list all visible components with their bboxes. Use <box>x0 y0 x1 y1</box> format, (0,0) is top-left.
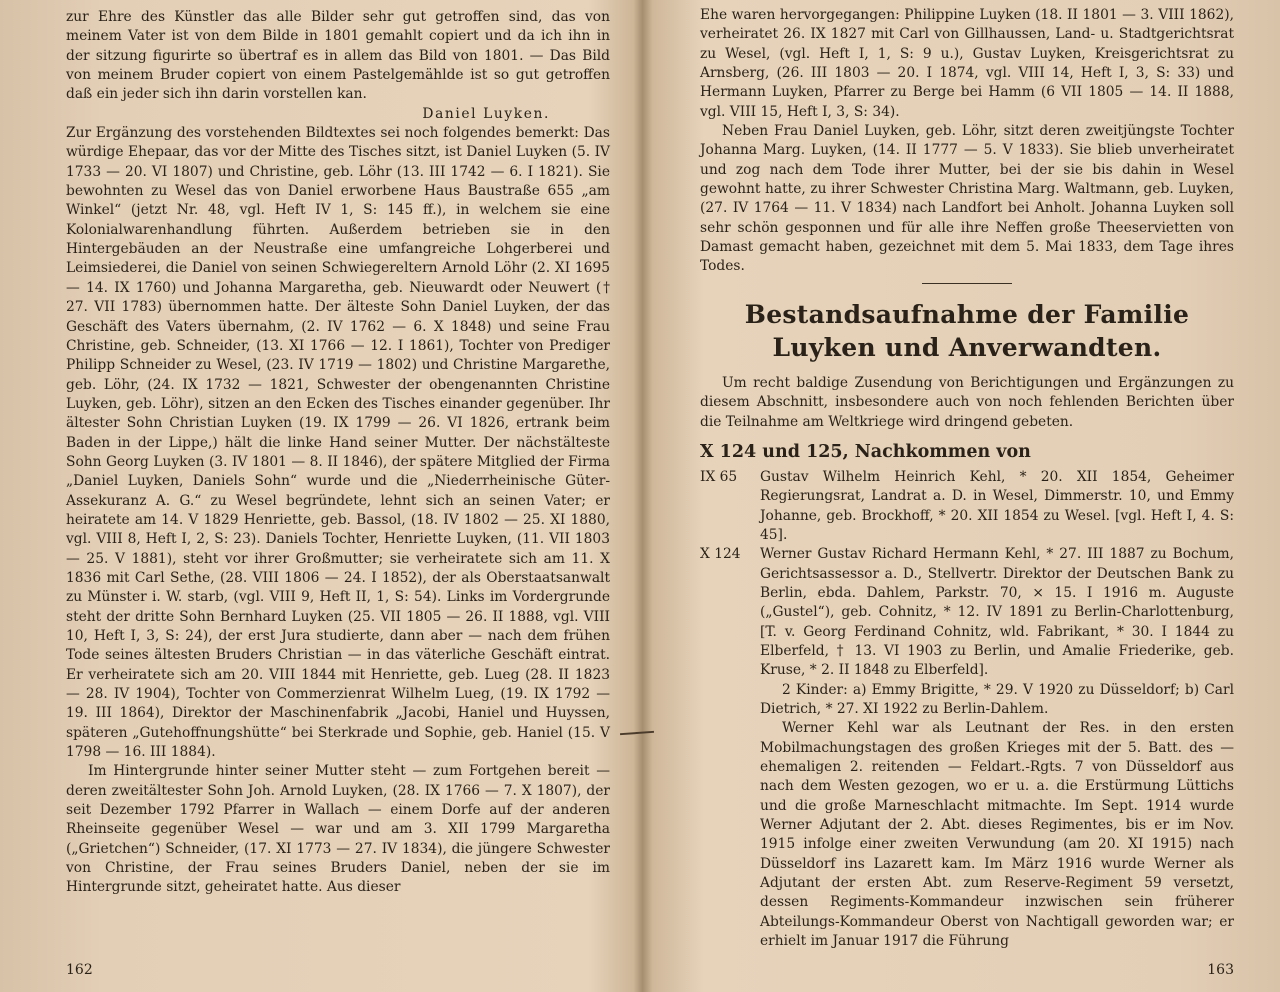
entry-text: Werner Gustav Richard Hermann Kehl, * 27. III 1887 zu Bochum, Gerichtsassessor a. D., Stellvertr. Direktor der Deutschen Bank zu Berlin, ebda. Dahlem, Parkstr. 70, ⨯ 15. I 1916 m. Auguste („Gustel“), geb. Cohnitz, * 12. IV 1891 zu Berlin-Charlottenburg, [T. v. Georg Ferdinand Cohnitz, wld. Fabrikant, * 30. I 1844 zu Elberfeld, † 13. VI 1903 zu Berlin, und Amalie Friederike, geb. Kruse, * 2. II 1848 zu Elberfeld]. <box>760 546 1234 679</box>
sub-heading: X 124 und 125, Nachkommen von <box>700 441 1031 462</box>
paragraph: Ehe waren hervorgegangen: Philippine Luyken (18. II 1801 — 3. VIII 1862), verheiratet 26. IX 1827 mit Carl von Gillhaussen, Land- u. Stadtgerichtsrat zu Wesel, (vgl. Heft I, 1, S: 9 u.), Gustav Luyken, Kreisgerichtsrat zu Arnsberg, (26. III 1803 — 20. I 1874, vgl. VIII 14, Heft I, 3, S: 33) und Hermann Luyken, Pfarrer zu Berge bei Hamm (6 VII 1805 — 14. II 1888, vgl. VIII 15, Heft I, 3, S: 34). <box>700 7 1234 120</box>
closing-paragraph: Werner Kehl war als Leutnant der Res. in den ersten Mobilmachungstagen des großen Krieges mit der 5. Batt. des — ehemaligen 2. reitenden — Feldart.-Rgts. 7 von Düsseldorf aus nach dem Westen gezogen, wo er u. a. die Erstürmung Lüttichs und die große Marneschlacht mitmachte. Im Sept. 1914 wurde Werner Adjutant der 2. Abt. dieses Regimentes, bis er im Nov. 1915 infolge einer zweiten Verwundung (am 20. XI 1915) nach Düsseldorf ins Lazarett kam. Im März 1916 wurde Werner als Adjutant der ersten Abt. zum Reserve-Regiment 59 versetzt, dessen Regiments-Kommandeur inzwischen sein früherer Abteilungs-Kommandeur Oberst von Nachtigall geworden war; er erhielt im Januar 1917 die Führung <box>760 720 1234 950</box>
right-page <box>640 0 1280 992</box>
section-intro: Um recht baldige Zusendung von Berichtigungen und Ergänzungen zu diesem Abschnitt, insbesondere auch von noch fehlenden Berichten über die Teilnahme am Weltkriege wird dringend gebeten. <box>700 374 1234 430</box>
left-page-text <box>66 8 610 898</box>
paragraph: Im Hintergrunde hinter seiner Mutter steht — zum Fortgehen bereit — deren zweitältester Sohn Joh. Arnold Luyken, (28. IX 1766 — 7. X 1807), der seit Dezember 1792 Pfarrer in Wallach — einem Dorfe auf der anderen Rheinseite gegenüber Wesel — war und am 3. XII 1799 Margaretha („Grietchen“) Schneider, (17. XI 1773 — 27. IV 1834), die jüngere Schwester von Christine, der Frau seines Bruders Daniel, neben der sie im Hintergrunde sitzt, geheiratet hatte. Aus dieser <box>66 763 610 896</box>
entry-text: Gustav Wilhelm Heinrich Kehl, * 20. XII 1854, Geheimer Regierungsrat, Landrat a. D. in Wesel, Dimmerstr. 10, und Emmy Johanne, geb. Brockhoff, * 20. XII 1854 zu Wesel. [vgl. Heft I, 4. S: 45]. <box>760 468 1234 543</box>
page-number-right: 163 <box>1207 962 1234 978</box>
entry-code: X 124 <box>700 546 741 563</box>
signature-line: Daniel Luyken. <box>422 105 550 122</box>
right-page-text <box>700 6 1234 277</box>
section-title: Bestandsaufnahme der Familie Luyken und Anverwandten. <box>744 299 1190 362</box>
children-line: 2 Kinder: a) Emmy Brigitte, * 29. V 1920 zu Düsseldorf; b) Carl Dietrich, * 27. XI 1922 zu Berlin-Dahlem. <box>760 681 1234 717</box>
page-number-left: 162 <box>66 962 93 978</box>
entry-code: IX 65 <box>700 468 738 485</box>
entries <box>700 468 1234 952</box>
paragraph: Zur Ergänzung des vorstehenden Bildtextes sei noch folgendes bemerkt: Das würdige Ehepaar, das vor der Mitte des Tisches sitzt, ist Daniel Luyken (5. IV 1733 — 20. VI 1807) und Christine, geb. Löhr (13. III 1742 — 6. I 1821). Sie bewohnten zu Wesel das von Daniel erworbene Haus Baustraße 655 „am Winkel“ (jetzt Nr. 48, vgl. Heft IV 1, S: 145 ff.), in welchem sie eine Kolonialwarenhandlung führten. Außerdem betrieben sie in den Hintergebäuden an der Neustraße eine umfangreiche Lohgerberei und Leimsiederei, die Daniel von seinen Schwiegereltern Arnold Löhr (2. XI 1695 — 14. IX 1760) und Johanna Margaretha, geb. Nieuwardt oder Neuwert († 27. VII 1783) übernommen hatte. Der älteste Sohn Daniel Luyken, der das Geschäft des Vaters übernahm, (2. IV 1762 — 6. X 1848) und seine Frau Christine, geb. Schneider, (13. XI 1766 — 12. I 1861), Tochter von Prediger Philipp Schneider zu Wesel, (23. IV 1719 — 1802) und Christine Margarethe, geb. Löhr, (24. IX 1732 — 1821, Schwester der obengenannten Christine Luyken, geb. Löhr), sitzen an den Ecken des Tisches einander gegenüber. Ihr ältester Sohn Christian Luyken (19. IX 1799 — 26. VI 1826, ertrank beim Baden in der Lippe,) hält die linke Hand seiner Mutter. Der nächstälteste Sohn Georg Luyken (3. IV 1801 — 8. II 1846), der spätere Mitglied der Firma „Daniel Luyken, Daniels Sohn“ wurde und die „Niederrheinische Güter-Assekuranz A. G.“ zu Wesel begründete, lehnt sich an seinen Vater; er heiratete am 14. V 1829 Henriette, geb. Bassol, (18. IV 1802 — 25. XI 1880, vgl. VIII 8, Heft I, 2, S: 23). Daniels Tochter, Henriette Luyken, (11. VII 1803 — 25. V 1881), steht vor ihrer Großmutter; sie verheiratete sich am 11. X 1836 mit Carl Sethe, (28. VIII 1806 — 24. I 1852), der als Oberstaatsanwalt zu Münster i. W. starb, (vgl. VIII 9, Heft II, 1, S: 54). Links im Vordergrunde steht der dritte Sohn Bernhard Luyken (25. VII 1805 — 26. II 1888, vgl. VIII 10, Heft I, 3, S: 24), der erst Jura studierte, dann aber — nach dem frühen Tode seines ältesten Bruders Christian — in das väterliche Geschäft eintrat. Er verheiratete sich am 20. VIII 1844 mit Henriette, geb. Lueg (28. II 1823 — 28. IV 1904), Tochter von Commerzienrat Wilhelm Lueg, (19. IX 1792 — 19. III 1864), Direktor der Maschinenfabrik „Jacobi, Haniel und Huyssen, späteren „Gutehoffnungshütte“ bei Sterkrade und Sophie, geb. Haniel (15. V 1798 — 16. III 1884). <box>66 125 610 761</box>
genealogy-entry <box>700 545 1234 680</box>
genealogy-entry <box>700 468 1234 545</box>
paragraph: zur Ehre des Künstler das alle Bilder sehr gut getroffen sind, das von meinem Vater ist von dem Bilde in 1801 gemahlt copiert und da ich ihn in der sitzung figurirte so übertraf es in allem das Bild von 1801. — Das Bild von meinem Bruder copiert von einem Pastelgemählde ist so gut getroffen daß ein jeder sich ihn darin vorstellen kan. <box>66 9 610 103</box>
paragraph: Neben Frau Daniel Luyken, geb. Löhr, sitzt deren zweitjüngste Tochter Johanna Marg. Luyken, (14. II 1777 — 5. V 1833). Sie blieb unverheiratet und zog nach dem Tode ihrer Mutter, bei der sie bis dahin in Wesel gewohnt hatte, zu ihrer Schwester Christina Marg. Waltmann, geb. Luyken, (27. IV 1764 — 11. V 1834) nach Landfort bei Anholt. Johanna Luyken soll sehr schön gesponnen und für alle ihre Neffen große Theeservietten von Damast gemacht haben, gezeichnet mit dem 5. Mai 1833, dem Tage ihres Todes. <box>700 123 1234 275</box>
section-divider <box>922 283 1012 284</box>
